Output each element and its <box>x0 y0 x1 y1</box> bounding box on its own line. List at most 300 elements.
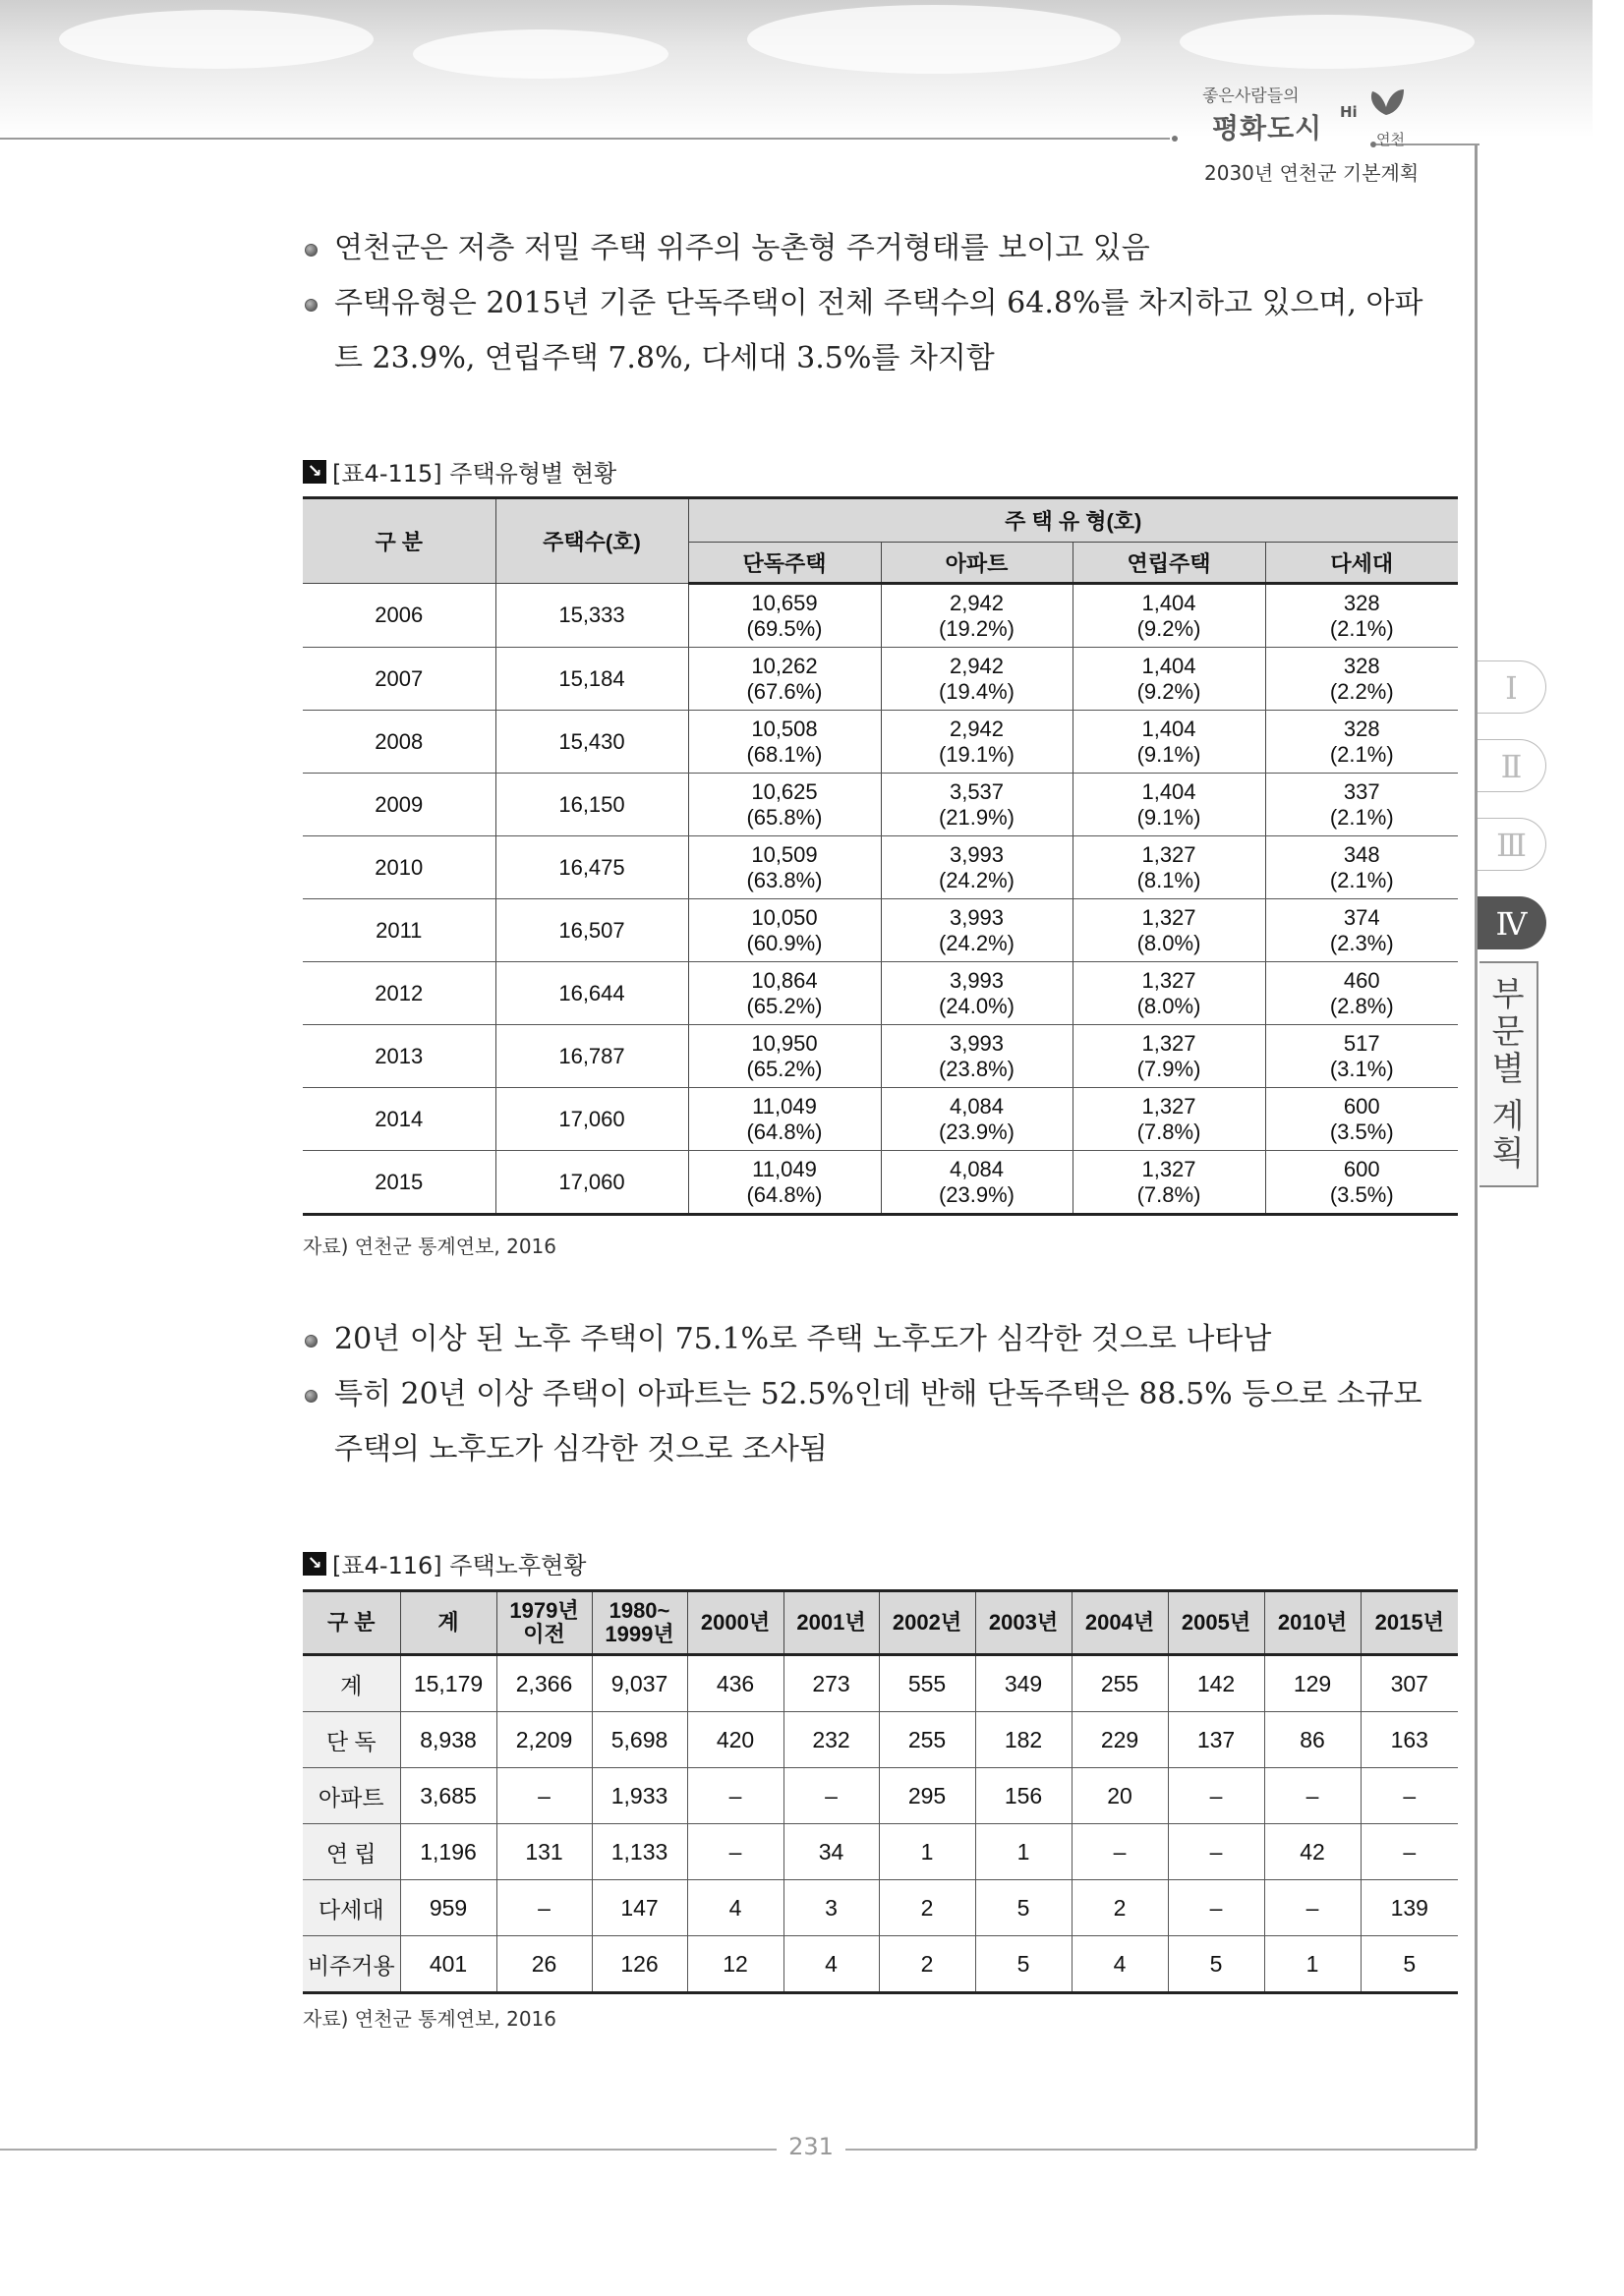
cell-value: 2 <box>879 1880 975 1936</box>
cell-count: 1,327 <box>1141 1093 1196 1119</box>
bullet-list-top <box>305 221 1445 386</box>
cell-percent: (21.9%) <box>938 804 1015 830</box>
cell-value: 182 <box>975 1712 1072 1768</box>
chapter-tab-3[interactable]: Ⅲ <box>1478 818 1546 871</box>
header-cell <box>1361 1591 1458 1655</box>
cell-total: 16,644 <box>495 962 688 1025</box>
cell-total: 16,150 <box>495 774 688 836</box>
cell-value: 4 <box>1072 1936 1168 1993</box>
cell-value: 20 <box>1072 1768 1168 1824</box>
cell-type-count <box>881 648 1073 711</box>
cell-value: 5 <box>1168 1936 1264 1993</box>
cell-value: 307 <box>1361 1655 1458 1712</box>
cell-count: 517 <box>1343 1030 1380 1056</box>
cell-value: – <box>687 1824 783 1880</box>
header-line: 1999년 <box>605 1622 674 1646</box>
cell-value: 4 <box>687 1880 783 1936</box>
cell-count: 1,327 <box>1141 967 1196 993</box>
cell-value: 255 <box>1072 1655 1168 1712</box>
cell-percent: (2.1%) <box>1329 867 1394 892</box>
cell-count: 328 <box>1343 716 1380 741</box>
header-line: 2005년 <box>1181 1610 1251 1635</box>
cell-type-count <box>881 584 1073 648</box>
cell-value: 131 <box>496 1824 592 1880</box>
cell-percent: (64.8%) <box>746 1119 823 1144</box>
cell-value: 555 <box>879 1655 975 1712</box>
cell-year: 2006 <box>303 584 495 648</box>
housing-type-table <box>303 496 1458 1216</box>
header-cell <box>1264 1591 1361 1655</box>
cell-value: 420 <box>687 1712 783 1768</box>
cell-total: 17,060 <box>495 1151 688 1215</box>
cell-value: 142 <box>1168 1655 1264 1712</box>
cell-count: 11,049 <box>752 1156 817 1181</box>
cell-value: 1,933 <box>592 1768 687 1824</box>
cell-percent: (65.8%) <box>746 804 823 830</box>
cell-value: 1,133 <box>592 1824 687 1880</box>
header-cell <box>879 1591 975 1655</box>
row-label: 아파트 <box>303 1768 400 1824</box>
header-line: 2003년 <box>988 1610 1059 1635</box>
cell-percent: (19.1%) <box>938 741 1015 767</box>
cell-percent: (23.8%) <box>938 1056 1015 1081</box>
table2-source: 자료) 연천군 통계연보, 2016 <box>303 2007 557 2031</box>
chapter-tab-2[interactable]: Ⅱ <box>1478 739 1546 792</box>
cell-year: 2010 <box>303 836 495 899</box>
header-line: 2002년 <box>892 1610 962 1635</box>
cell-percent: (3.1%) <box>1329 1056 1394 1081</box>
cell-count: 10,659 <box>751 590 818 615</box>
cell-type-count <box>1265 836 1458 899</box>
cell-value: 1 <box>879 1824 975 1880</box>
cell-count: 10,509 <box>751 841 818 867</box>
cell-percent: (9.1%) <box>1136 804 1201 830</box>
cell-value: – <box>1168 1824 1264 1880</box>
table-row <box>303 1655 1458 1712</box>
cell-type-count <box>1073 1025 1265 1088</box>
cell-type-count <box>1073 899 1265 962</box>
header-cell <box>303 1591 400 1655</box>
cell-value: 126 <box>592 1936 687 1993</box>
header-cell <box>400 1591 496 1655</box>
cell-count: 1,327 <box>1141 1030 1196 1056</box>
header-cell <box>496 1591 592 1655</box>
arrow-down-right-icon: ↘ <box>303 460 326 484</box>
cell-count: 337 <box>1343 778 1380 804</box>
cell-value: 9,037 <box>592 1655 687 1712</box>
cell-percent: (24.2%) <box>938 930 1015 955</box>
cell-year: 2011 <box>303 899 495 962</box>
header-line: 1980~ <box>609 1598 670 1623</box>
cell-value: 2,366 <box>496 1655 592 1712</box>
cell-year: 2008 <box>303 711 495 774</box>
housing-age-table <box>303 1589 1458 1994</box>
cell-value: 3,685 <box>400 1768 496 1824</box>
cell-type-count <box>1073 584 1265 648</box>
table-row <box>303 1936 1458 1993</box>
cell-type-count <box>688 1025 881 1088</box>
header-line: 이전 <box>523 1622 565 1646</box>
cell-percent: (69.5%) <box>746 615 823 641</box>
cloud-decoration <box>1180 15 1475 69</box>
header-cell <box>592 1591 687 1655</box>
table2-caption-text: [표4-116] 주택노후현황 <box>332 1552 587 1579</box>
cell-type-count <box>1265 962 1458 1025</box>
cell-percent: (65.2%) <box>746 1056 823 1081</box>
header-cell <box>783 1591 879 1655</box>
row-label: 다세대 <box>303 1880 400 1936</box>
cell-value: – <box>496 1768 592 1824</box>
table2-caption <box>303 1546 586 1580</box>
cell-type-count <box>688 648 881 711</box>
cell-type-count <box>1073 774 1265 836</box>
cell-percent: (2.2%) <box>1329 678 1394 704</box>
cell-percent: (19.2%) <box>938 615 1015 641</box>
cell-count: 10,050 <box>751 904 818 930</box>
cell-percent: (2.1%) <box>1329 804 1394 830</box>
section-label-char: 별 <box>1491 1050 1525 1089</box>
cell-count: 1,404 <box>1141 778 1196 804</box>
cell-percent: (9.2%) <box>1136 678 1201 704</box>
cell-count: 11,049 <box>752 1093 817 1119</box>
cell-value: 26 <box>496 1936 592 1993</box>
cell-percent: (9.1%) <box>1136 741 1201 767</box>
cell-count: 1,404 <box>1141 590 1196 615</box>
header-cell <box>1072 1591 1168 1655</box>
page-right-border <box>1475 144 1478 2149</box>
cell-value: 229 <box>1072 1712 1168 1768</box>
cell-value: 1 <box>975 1824 1072 1880</box>
table-row <box>303 648 1458 711</box>
cell-type-count <box>1265 1151 1458 1215</box>
section-label-char: 계 <box>1491 1097 1525 1136</box>
arrow-down-right-icon: ↘ <box>303 1552 326 1576</box>
logo-hi: Hi <box>1340 103 1358 121</box>
cell-value: 139 <box>1361 1880 1458 1936</box>
header-line: 1979년 <box>509 1598 579 1623</box>
cell-value: 1 <box>1264 1936 1361 1993</box>
bullet-list-mid <box>305 1312 1445 1477</box>
cloud-decoration <box>59 10 374 69</box>
cell-type-count <box>1073 648 1265 711</box>
cell-value: 42 <box>1264 1824 1361 1880</box>
chapter-tab-4[interactable]: Ⅳ <box>1478 896 1546 949</box>
table-row <box>303 1824 1458 1880</box>
cell-percent: (9.2%) <box>1136 615 1201 641</box>
cell-total: 16,475 <box>495 836 688 899</box>
section-label-sectoral-plan <box>1479 961 1538 1187</box>
cell-count: 10,625 <box>751 778 818 804</box>
cell-type-count <box>688 774 881 836</box>
cell-value: – <box>1168 1880 1264 1936</box>
cell-value: – <box>1361 1768 1458 1824</box>
cell-percent: (24.0%) <box>938 993 1015 1018</box>
cell-count: 348 <box>1343 841 1380 867</box>
cell-percent: (2.8%) <box>1329 993 1394 1018</box>
cell-percent: (8.1%) <box>1136 867 1201 892</box>
cell-type-count <box>1265 711 1458 774</box>
cell-value: 2,209 <box>496 1712 592 1768</box>
cell-percent: (8.0%) <box>1136 993 1201 1018</box>
table-row <box>303 711 1458 774</box>
cloud-decoration <box>413 29 668 79</box>
cell-count: 3,993 <box>949 967 1005 993</box>
cell-count: 1,404 <box>1141 653 1196 678</box>
page-number: 231 <box>788 2133 834 2160</box>
cell-year: 2015 <box>303 1151 495 1215</box>
cell-count: 328 <box>1343 653 1380 678</box>
header-line: 2015년 <box>1374 1610 1444 1635</box>
cell-value: 34 <box>783 1824 879 1880</box>
row-label: 단 독 <box>303 1712 400 1768</box>
cell-value: 8,938 <box>400 1712 496 1768</box>
cloud-decoration <box>747 5 1121 74</box>
footer-rule <box>0 2149 777 2151</box>
cell-total: 16,507 <box>495 899 688 962</box>
row-label: 비주거용 <box>303 1936 400 1993</box>
cell-type-count <box>881 1151 1073 1215</box>
cell-year: 2007 <box>303 648 495 711</box>
cell-count: 10,508 <box>751 716 818 741</box>
cell-count: 600 <box>1343 1156 1380 1181</box>
cell-type-count <box>688 1088 881 1151</box>
cell-type-count <box>881 774 1073 836</box>
cell-type-count <box>1265 584 1458 648</box>
cell-type-count <box>1265 1088 1458 1151</box>
footer-rule <box>845 2149 1477 2151</box>
cell-type-count <box>881 962 1073 1025</box>
cell-count: 3,993 <box>949 904 1005 930</box>
cell-type-count <box>1265 1025 1458 1088</box>
cell-value: – <box>1168 1768 1264 1824</box>
header-line: 2004년 <box>1084 1610 1155 1635</box>
cell-count: 2,942 <box>949 716 1005 741</box>
table1-source: 자료) 연천군 통계연보, 2016 <box>303 1234 557 1258</box>
cell-value: 86 <box>1264 1712 1361 1768</box>
cell-value: 12 <box>687 1936 783 1993</box>
cell-value: 349 <box>975 1655 1072 1712</box>
cell-value: – <box>496 1880 592 1936</box>
cell-value: 5 <box>1361 1936 1458 1993</box>
table-row <box>303 962 1458 1025</box>
table-row <box>303 1768 1458 1824</box>
cell-type-count <box>1073 1088 1265 1151</box>
table-row <box>303 774 1458 836</box>
logo-town: 연천 <box>1376 131 1405 148</box>
cell-percent: (8.0%) <box>1136 930 1201 955</box>
cell-type-count <box>1073 962 1265 1025</box>
cell-type-count <box>1073 711 1265 774</box>
cell-value: 137 <box>1168 1712 1264 1768</box>
bullet-item: 20년 이상 된 노후 주택이 75.1%로 주택 노후도가 심각한 것으로 나타남 <box>305 1312 1445 1367</box>
logo-slogan-small: 좋은사람들의 <box>1202 86 1300 106</box>
cell-type-count <box>1265 648 1458 711</box>
cell-count: 10,864 <box>751 967 818 993</box>
cell-count: 328 <box>1343 590 1380 615</box>
cell-value: 129 <box>1264 1655 1361 1712</box>
table-row <box>303 1025 1458 1088</box>
cell-total: 15,333 <box>495 584 688 648</box>
header-detached: 단독주택 <box>688 543 881 584</box>
header-apartment: 아파트 <box>881 543 1073 584</box>
section-label-char: 부 <box>1491 975 1525 1014</box>
cell-percent: (24.2%) <box>938 867 1015 892</box>
table-row <box>303 899 1458 962</box>
cell-type-count <box>1073 836 1265 899</box>
bullet-item: 주택유형은 2015년 기준 단독주택이 전체 주택수의 64.8%를 차지하고 있으며, 아파트 23.9%, 연립주택 7.8%, 다세대 3.5%를 차지함 <box>305 276 1445 386</box>
cell-percent: (23.9%) <box>938 1119 1015 1144</box>
cell-type-count <box>881 1025 1073 1088</box>
table-row <box>303 1088 1458 1151</box>
header-rule-dot <box>1172 136 1178 142</box>
section-label-char: 획 <box>1491 1134 1525 1174</box>
cell-count: 1,327 <box>1141 841 1196 867</box>
cell-value: 2 <box>1072 1880 1168 1936</box>
row-label: 계 <box>303 1655 400 1712</box>
cell-type-count <box>688 711 881 774</box>
table-row <box>303 836 1458 899</box>
cell-percent: (7.8%) <box>1136 1119 1201 1144</box>
cell-type-count <box>1073 1151 1265 1215</box>
cell-type-count <box>881 711 1073 774</box>
header-line: 2010년 <box>1277 1610 1348 1635</box>
cell-total: 15,430 <box>495 711 688 774</box>
cell-value: 163 <box>1361 1712 1458 1768</box>
table-row <box>303 1151 1458 1215</box>
bullet-item: 특히 20년 이상 주택이 아파트는 52.5%인데 반해 단독주택은 88.5% 등으로 소규모 주택의 노후도가 심각한 것으로 조사됨 <box>305 1367 1445 1477</box>
city-logo <box>1194 74 1430 148</box>
header-housing-type: 주 택 유 형(호) <box>688 498 1458 543</box>
cell-count: 374 <box>1343 904 1380 930</box>
cell-type-count <box>881 1088 1073 1151</box>
cell-total: 16,787 <box>495 1025 688 1088</box>
cell-percent: (2.1%) <box>1329 741 1394 767</box>
cell-value: 232 <box>783 1712 879 1768</box>
cell-count: 10,950 <box>751 1030 818 1056</box>
cell-count: 460 <box>1343 967 1380 993</box>
cell-type-count <box>881 899 1073 962</box>
cell-percent: (65.2%) <box>746 993 823 1018</box>
cell-value: – <box>1361 1824 1458 1880</box>
cell-percent: (2.3%) <box>1329 930 1394 955</box>
cell-type-count <box>688 962 881 1025</box>
cell-value: 147 <box>592 1880 687 1936</box>
cell-count: 600 <box>1343 1093 1380 1119</box>
cell-count: 2,942 <box>949 590 1005 615</box>
header-cell <box>687 1591 783 1655</box>
header-multiplex: 다세대 <box>1265 543 1458 584</box>
logo-slogan-big: 평화도시 <box>1212 112 1323 144</box>
header-total-houses: 주택수(호) <box>495 498 688 584</box>
cell-percent: (3.5%) <box>1329 1181 1394 1207</box>
cell-count: 4,084 <box>949 1093 1005 1119</box>
cell-percent: (68.1%) <box>746 741 823 767</box>
table-row <box>303 1880 1458 1936</box>
cell-count: 3,993 <box>949 841 1005 867</box>
cell-value: 5,698 <box>592 1712 687 1768</box>
cell-count: 3,993 <box>949 1030 1005 1056</box>
bullet-item: 연천군은 저층 저밀 주택 위주의 농촌형 주거형태를 보이고 있음 <box>305 221 1445 276</box>
plan-title: 2030년 연천군 기본계획 <box>1204 161 1420 185</box>
cell-value: 156 <box>975 1768 1072 1824</box>
cell-type-count <box>1265 899 1458 962</box>
cell-value: 401 <box>400 1936 496 1993</box>
cell-year: 2013 <box>303 1025 495 1088</box>
header-cell <box>1168 1591 1264 1655</box>
cell-year: 2009 <box>303 774 495 836</box>
cell-value: – <box>1072 1824 1168 1880</box>
cell-type-count <box>881 836 1073 899</box>
table-row <box>303 584 1458 648</box>
cell-count: 1,327 <box>1141 904 1196 930</box>
cell-type-count <box>688 584 881 648</box>
cell-percent: (7.9%) <box>1136 1056 1201 1081</box>
header-line: 2000년 <box>700 1610 771 1635</box>
header-line: 구 분 <box>326 1610 376 1635</box>
cell-percent: (64.8%) <box>746 1181 823 1207</box>
cell-value: 15,179 <box>400 1655 496 1712</box>
cell-value: – <box>1264 1880 1361 1936</box>
header-rule <box>0 138 1170 140</box>
cell-count: 4,084 <box>949 1156 1005 1181</box>
cell-type-count <box>688 899 881 962</box>
header-division: 구 분 <box>303 498 495 584</box>
cell-year: 2014 <box>303 1088 495 1151</box>
cell-percent: (3.5%) <box>1329 1119 1394 1144</box>
cell-value: 4 <box>783 1936 879 1993</box>
cell-value: 5 <box>975 1936 1072 1993</box>
cell-value: 959 <box>400 1880 496 1936</box>
chapter-tab-1[interactable]: Ⅰ <box>1478 660 1546 714</box>
cell-value: – <box>783 1768 879 1824</box>
butterfly-icon <box>1366 86 1406 121</box>
cell-total: 17,060 <box>495 1088 688 1151</box>
cell-value: – <box>687 1768 783 1824</box>
section-label-char: 문 <box>1491 1012 1525 1052</box>
cell-value: 436 <box>687 1655 783 1712</box>
header-row-house: 연립주택 <box>1073 543 1265 584</box>
cell-value: 273 <box>783 1655 879 1712</box>
cell-value: 255 <box>879 1712 975 1768</box>
cell-percent: (63.8%) <box>746 867 823 892</box>
cell-percent: (2.1%) <box>1329 615 1394 641</box>
table1-caption-text: [표4-115] 주택유형별 현황 <box>332 460 617 488</box>
cell-value: 5 <box>975 1880 1072 1936</box>
cell-type-count <box>688 836 881 899</box>
cell-percent: (19.4%) <box>938 678 1015 704</box>
cell-count: 1,404 <box>1141 716 1196 741</box>
cell-count: 10,262 <box>751 653 818 678</box>
cell-count: 2,942 <box>949 653 1005 678</box>
table-row <box>303 1712 1458 1768</box>
cell-value: 295 <box>879 1768 975 1824</box>
cell-type-count <box>1265 774 1458 836</box>
cell-percent: (23.9%) <box>938 1181 1015 1207</box>
cell-value: – <box>1264 1768 1361 1824</box>
cell-year: 2012 <box>303 962 495 1025</box>
cell-count: 1,327 <box>1141 1156 1196 1181</box>
cell-count: 3,537 <box>949 778 1005 804</box>
header-cell <box>975 1591 1072 1655</box>
cell-total: 15,184 <box>495 648 688 711</box>
cell-type-count <box>688 1151 881 1215</box>
table1-caption <box>303 454 616 488</box>
cell-percent: (67.6%) <box>746 678 823 704</box>
cell-value: 2 <box>879 1936 975 1993</box>
cell-percent: (60.9%) <box>746 930 823 955</box>
cell-value: 3 <box>783 1880 879 1936</box>
cell-value: 1,196 <box>400 1824 496 1880</box>
